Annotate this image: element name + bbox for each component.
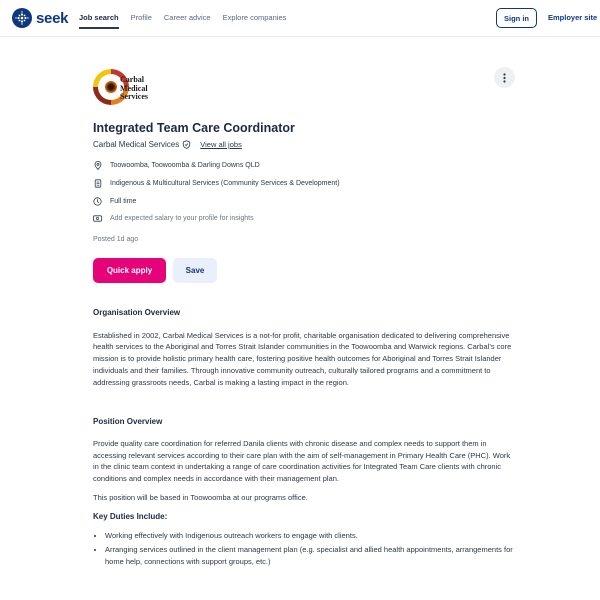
seek-logo[interactable]: [12, 8, 68, 28]
company-name[interactable]: Carbal Medical Services: [93, 140, 180, 149]
list-item: • Arranging services outlined in the client management plan (e.g. specialist and allied health appointments, arrangements for home help, connections with support groups, etc.): [105, 544, 518, 567]
money-icon: [93, 214, 102, 223]
job-location: Toowoomba, Toowoomba & Darling Downs QLD: [110, 162, 260, 169]
more-vertical-icon: [503, 73, 506, 83]
company-logo-wordmark: Carbal Medical Services: [120, 75, 148, 102]
organisation-overview-heading: Organisation Overview: [93, 308, 181, 317]
nav-job-search[interactable]: Job search: [79, 13, 119, 29]
job-classification-row: [93, 179, 340, 188]
job-title: Integrated Team Care Coordinator: [93, 121, 295, 135]
location-pin-icon: [93, 161, 102, 170]
more-options-button[interactable]: [494, 67, 515, 88]
job-work-type-row: [93, 197, 136, 206]
briefcase-icon: [93, 179, 102, 188]
nav-career-advice[interactable]: Career advice: [163, 13, 211, 22]
job-location-row: [93, 161, 260, 170]
position-location-text: This position will be based in Toowoomba at our programs office.: [93, 492, 308, 502]
salary-prompt-link[interactable]: Add expected salary to your profile for insights: [110, 215, 254, 222]
salary-prompt-row: [93, 214, 254, 223]
job-work-type: Full time: [110, 198, 137, 205]
position-overview-heading: Position Overview: [93, 417, 163, 427]
organisation-overview-text: Established in 2002, Carbal Medical Services is a not-for profit, charitable organisation dedicated to delivering comprehensive health services to the Aboriginal and Torres Strait Islander communities in the Toowoomba and Warwick regions. Carbal’s core mission is to provide holistic primary health care, fostering positive health outcomes for Aboriginal and Torres Strait Islander individuals and their families. Through innovative community outreach, culturally tailored programs and a commitment to addressing grassroots needs, Carbal is making a lasting impact in the region.: [93, 330, 512, 387]
quick-apply-button[interactable]: Quick apply: [93, 258, 166, 283]
sign-in-button[interactable]: Sign in: [496, 8, 537, 28]
position-overview-text: Provide quality care coordination for referred Danila clients with chronic disease and complex needs to support them in accessing relevant services according to their care plan with the aim of self-management in Primary Health Care (PHC). Work in the clinic team context in undertaking a range of care coordination activities for Integrated Team Care clients with chronic conditions and complex needs in accordance with their management plan.: [93, 438, 511, 484]
employer-site-link[interactable]: Employer site: [548, 13, 598, 22]
key-duties-list: [93, 530, 518, 567]
job-classification: Indigenous & Multicultural Services (Community Services & Development): [110, 180, 340, 187]
posted-date: Posted 1d ago: [93, 236, 139, 243]
clock-icon: [93, 197, 102, 206]
shield-check-icon: [182, 140, 191, 149]
top-header: [0, 0, 600, 37]
nav-profile[interactable]: Profile: [130, 13, 152, 22]
key-duties-heading: Key Duties Include:: [93, 512, 168, 522]
view-all-jobs-link[interactable]: View all jobs: [200, 140, 242, 149]
seek-logo-mark-icon: [12, 8, 32, 28]
main-nav: [79, 13, 298, 29]
company-row: [93, 140, 242, 149]
list-item: • Working effectively with Indigenous outreach workers to engage with clients.: [105, 530, 518, 542]
save-job-button[interactable]: Save: [173, 258, 217, 283]
company-logo: [93, 67, 168, 109]
job-description: [93, 307, 518, 569]
nav-explore-companies[interactable]: Explore companies: [222, 13, 287, 22]
seek-logo-text: seek: [36, 9, 69, 27]
